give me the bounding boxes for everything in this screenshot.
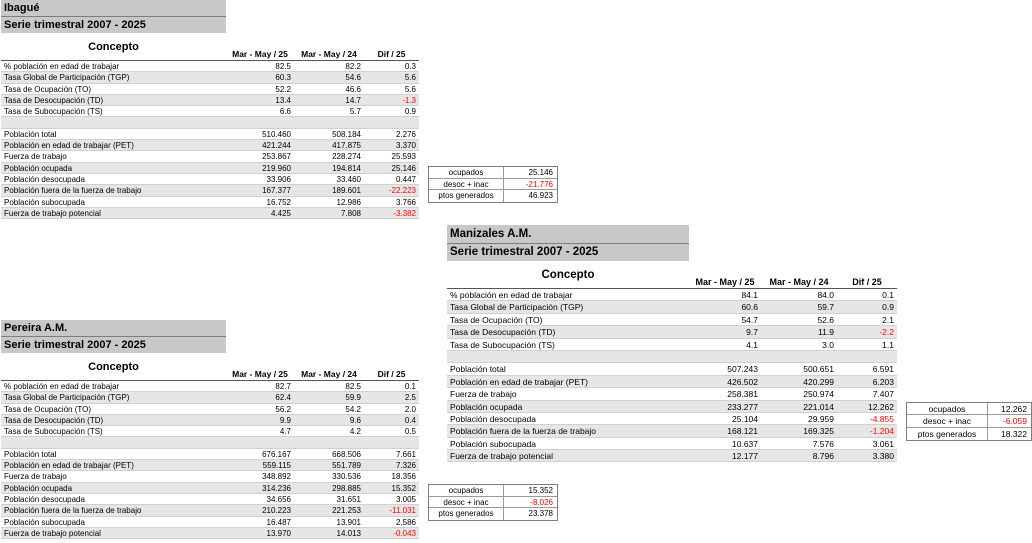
table-pereira xyxy=(1,320,419,539)
value-current: 676.167 xyxy=(262,449,291,459)
row-label: % población en edad de trabajar xyxy=(450,290,573,300)
row-label: Población total xyxy=(4,129,57,139)
value-previous: 33.460 xyxy=(336,174,361,184)
table-row xyxy=(1,381,419,392)
value-diff: -1.204 xyxy=(869,426,894,437)
value-previous: 7.808 xyxy=(340,208,361,218)
table-row xyxy=(1,129,419,140)
value-diff: -0.043 xyxy=(393,528,416,538)
summary-value: -6.059 xyxy=(987,415,1031,426)
summary-label: ocupados xyxy=(928,404,966,414)
row-label: Tasa de Desocupación (TD) xyxy=(450,327,556,338)
concepto-header: Concepto xyxy=(541,268,595,281)
value-current: 33.906 xyxy=(266,174,291,184)
summary-value: 18.322 xyxy=(987,428,1031,440)
value-diff: 0.9 xyxy=(882,302,894,313)
table-row xyxy=(1,208,419,219)
table-row xyxy=(447,339,897,351)
value-diff: 7.326 xyxy=(395,461,416,471)
table-body xyxy=(1,381,419,539)
row-label: % población en edad de trabajar xyxy=(4,382,120,391)
value-diff: 2.5 xyxy=(404,393,416,403)
table-row xyxy=(447,326,897,338)
table-row xyxy=(1,140,419,151)
concepto-header: Concepto xyxy=(88,360,139,373)
table-row xyxy=(1,163,419,174)
value-diff: 1.1 xyxy=(882,339,894,350)
value-current: 348.892 xyxy=(262,472,291,482)
value-previous: 508.184 xyxy=(332,129,361,139)
table-row xyxy=(447,376,897,388)
value-previous: 194.814 xyxy=(332,163,361,173)
row-label: Población desocupada xyxy=(450,413,537,424)
summary-row xyxy=(429,497,557,509)
summary-row xyxy=(429,190,557,202)
summary-label: ptos generados xyxy=(438,509,494,518)
table-row xyxy=(1,117,419,128)
value-diff: 5.6 xyxy=(404,84,416,94)
value-diff: -3.382 xyxy=(393,208,416,218)
summary-value: 23.378 xyxy=(503,508,557,520)
row-label: Tasa de Subocupación (TS) xyxy=(4,427,103,437)
value-diff: 0.447 xyxy=(395,174,416,184)
value-current: 12.177 xyxy=(732,451,758,462)
value-diff: 0.1 xyxy=(404,382,416,391)
table-row xyxy=(447,363,897,375)
col-header-1: Mar - May / 25 xyxy=(232,369,288,379)
value-current: 10.637 xyxy=(732,438,758,449)
row-label: Población ocupada xyxy=(4,483,73,493)
table-row xyxy=(1,449,419,460)
value-previous: 59.7 xyxy=(817,302,834,313)
table-row xyxy=(447,351,897,363)
table-row xyxy=(1,494,419,505)
value-current: 233.277 xyxy=(727,401,758,412)
value-diff: 3.370 xyxy=(395,141,416,151)
value-diff: 25.146 xyxy=(391,163,416,173)
table-body xyxy=(1,61,419,219)
table-title: Manizales A.M. xyxy=(447,225,689,244)
summary-value: 46.923 xyxy=(503,190,557,202)
summary-row xyxy=(907,403,1031,415)
table-row xyxy=(1,392,419,403)
value-diff: 6.591 xyxy=(872,364,894,375)
value-current: 4.425 xyxy=(270,208,291,218)
value-diff: 3.380 xyxy=(872,451,894,462)
value-diff: -22.223 xyxy=(388,186,416,196)
value-diff: 12.262 xyxy=(868,401,894,412)
value-current: 82.7 xyxy=(275,382,291,391)
row-label: Tasa de Ocupación (TO) xyxy=(4,84,92,94)
row-label: Tasa de Desocupación (TD) xyxy=(4,95,104,105)
value-current: 13.4 xyxy=(275,95,291,105)
value-current: 507.243 xyxy=(727,364,758,375)
row-label: Fuerza de trabajo potencial xyxy=(4,208,101,218)
row-label: Fuerza de trabajo xyxy=(4,472,67,482)
value-current: 9.7 xyxy=(746,327,758,338)
table-row xyxy=(1,197,419,208)
value-current: 84.1 xyxy=(741,290,758,300)
col-header-3: Dif / 25 xyxy=(852,277,882,287)
summary-row xyxy=(907,415,1031,427)
value-previous: 84.0 xyxy=(817,290,834,300)
col-header-1: Mar - May / 25 xyxy=(695,277,755,287)
table-subtitle: Serie trimestral 2007 - 2025 xyxy=(1,337,226,353)
table-row xyxy=(1,483,419,494)
row-label: Población subocupada xyxy=(4,197,85,207)
value-previous: 298.885 xyxy=(332,483,361,493)
value-previous: 14.7 xyxy=(345,95,361,105)
row-label: Población total xyxy=(450,364,506,375)
value-current: 62.4 xyxy=(275,393,291,403)
col-header-3: Dif / 25 xyxy=(377,49,406,59)
value-previous: 189.601 xyxy=(332,186,361,196)
value-current: 52.2 xyxy=(275,84,291,94)
value-previous: 29.959 xyxy=(808,413,834,424)
value-diff xyxy=(837,351,897,362)
summary-row xyxy=(429,508,557,520)
value-previous: 4.2 xyxy=(349,427,361,437)
table-row xyxy=(447,425,897,437)
value-previous: 7.576 xyxy=(812,438,834,449)
value-diff: 25.593 xyxy=(391,152,416,162)
value-current: 314.236 xyxy=(262,483,291,493)
value-current: 253.867 xyxy=(262,152,291,162)
value-current: 258.381 xyxy=(727,389,758,400)
row-label: Población en edad de trabajar (PET) xyxy=(4,141,134,151)
table-row xyxy=(1,174,419,185)
value-diff: 5.6 xyxy=(404,73,416,83)
value-diff: 15.352 xyxy=(391,483,416,493)
row-label: Tasa de Ocupación (TO) xyxy=(450,314,543,325)
value-diff: 3.766 xyxy=(395,197,416,207)
value-previous xyxy=(294,117,364,127)
value-previous: 228.274 xyxy=(332,152,361,162)
value-diff: 3.061 xyxy=(872,438,894,449)
value-previous: 668.506 xyxy=(332,449,361,459)
table-subtitle: Serie trimestral 2007 - 2025 xyxy=(1,17,226,33)
value-previous: 221.253 xyxy=(332,506,361,516)
value-current: 34.656 xyxy=(266,494,291,504)
value-previous: 420.299 xyxy=(803,376,834,387)
table-row xyxy=(447,413,897,425)
value-current: 82.5 xyxy=(275,62,291,71)
row-label: Tasa Global de Participación (TGP) xyxy=(450,302,584,313)
row-label: Población fuera de la fuerza de trabajo xyxy=(450,426,597,437)
table-row xyxy=(1,471,419,482)
value-current: 16.487 xyxy=(266,517,291,527)
value-previous: 46.6 xyxy=(345,84,361,94)
value-diff xyxy=(364,437,419,447)
value-previous: 9.6 xyxy=(349,415,361,425)
row-label: Tasa de Subocupación (TS) xyxy=(450,339,555,350)
value-current: 4.7 xyxy=(279,427,291,437)
table-row xyxy=(447,438,897,450)
summary-value: 15.352 xyxy=(503,485,557,496)
value-previous: 417.875 xyxy=(332,141,361,151)
table-row xyxy=(1,460,419,471)
row-label xyxy=(1,437,226,447)
table-row xyxy=(447,301,897,313)
table-title: Pereira A.M. xyxy=(1,320,226,337)
row-label: Tasa de Subocupación (TS) xyxy=(4,107,103,117)
summary-row xyxy=(429,167,557,179)
value-previous: 11.9 xyxy=(818,327,834,338)
summary-label: ocupados xyxy=(448,486,484,495)
value-diff: 2.276 xyxy=(395,129,416,139)
value-current: 9.9 xyxy=(279,415,291,425)
column-header-row xyxy=(447,261,897,289)
table-row xyxy=(1,528,419,539)
table-row xyxy=(447,289,897,301)
table-row xyxy=(447,314,897,326)
summary-row xyxy=(429,485,557,497)
value-previous: 551.789 xyxy=(332,461,361,471)
value-current xyxy=(226,437,294,447)
row-label: Fuerza de trabajo potencial xyxy=(4,528,101,538)
table-row xyxy=(447,401,897,413)
row-label xyxy=(1,117,226,127)
table-row xyxy=(1,95,419,106)
value-current xyxy=(226,117,294,127)
table-row xyxy=(1,426,419,437)
table-row xyxy=(447,388,897,400)
value-diff: 7.661 xyxy=(395,449,416,459)
value-diff: 2.586 xyxy=(395,517,416,527)
table-row xyxy=(1,437,419,448)
summary-value: -21.776 xyxy=(503,179,557,190)
table-title: Ibagué xyxy=(1,0,226,17)
value-current: 167.377 xyxy=(262,186,291,196)
value-previous: 221.014 xyxy=(803,401,834,412)
summary-box-manizales xyxy=(906,402,1032,441)
value-diff: 0.5 xyxy=(404,427,416,437)
value-current: 60.6 xyxy=(741,302,758,313)
col-header-2: Mar - May / 24 xyxy=(301,49,357,59)
summary-label: ptos generados xyxy=(917,428,977,439)
value-current: 421.244 xyxy=(262,141,291,151)
table-row xyxy=(1,404,419,415)
row-label: Población subocupada xyxy=(4,517,85,527)
table-row xyxy=(447,450,897,462)
value-previous: 52.6 xyxy=(817,314,834,325)
value-diff xyxy=(364,117,419,127)
value-current: 559.115 xyxy=(262,461,291,471)
value-diff: 0.4 xyxy=(404,415,416,425)
table-row xyxy=(1,72,419,83)
summary-label: desoc + inac xyxy=(923,416,971,427)
column-header-row xyxy=(1,353,419,381)
summary-row xyxy=(429,179,557,191)
value-diff: -2.2 xyxy=(879,327,894,338)
summary-value: 12.262 xyxy=(987,403,1031,414)
table-row xyxy=(1,84,419,95)
value-current xyxy=(689,351,761,362)
table-subtitle: Serie trimestral 2007 - 2025 xyxy=(447,244,689,261)
value-previous: 330.536 xyxy=(332,472,361,482)
row-label: Fuerza de trabajo xyxy=(4,152,67,162)
value-diff: 2.0 xyxy=(404,404,416,414)
value-previous xyxy=(294,437,364,447)
summary-box-pereira xyxy=(428,484,558,521)
summary-value: 25.146 xyxy=(503,167,557,178)
value-diff: 0.3 xyxy=(404,62,416,71)
col-header-2: Mar - May / 24 xyxy=(769,277,829,287)
value-diff: -1.3 xyxy=(402,95,416,105)
value-previous: 5.7 xyxy=(349,107,361,117)
table-row xyxy=(1,415,419,426)
value-diff: 18.356 xyxy=(391,472,416,482)
value-previous: 169.325 xyxy=(803,426,834,437)
row-label: Población fuera de la fuerza de trabajo xyxy=(4,506,142,516)
value-current: 510.460 xyxy=(262,129,291,139)
value-diff: -11.031 xyxy=(389,506,416,516)
value-previous: 54.2 xyxy=(345,404,361,414)
summary-label: desoc + inac xyxy=(443,179,489,189)
value-current: 16.752 xyxy=(266,197,291,207)
value-diff: 6.203 xyxy=(872,376,894,387)
row-label: Tasa de Desocupación (TD) xyxy=(4,415,104,425)
column-header-row xyxy=(1,33,419,61)
value-current: 219.960 xyxy=(262,163,291,173)
row-label: Población desocupada xyxy=(4,174,85,184)
table-row xyxy=(1,151,419,162)
value-current: 426.502 xyxy=(727,376,758,387)
summary-label: ocupados xyxy=(448,168,484,177)
value-previous: 12.986 xyxy=(336,197,361,207)
row-label: Población ocupada xyxy=(450,401,523,412)
value-previous: 8.796 xyxy=(812,451,834,462)
row-label: Población en edad de trabajar (PET) xyxy=(450,376,588,387)
row-label: Fuerza de trabajo potencial xyxy=(450,451,554,462)
value-previous: 250.974 xyxy=(803,389,834,400)
table-row xyxy=(1,106,419,117)
table-row xyxy=(1,505,419,516)
value-current: 60.3 xyxy=(275,73,291,83)
value-current: 13.970 xyxy=(266,528,291,538)
value-current: 210.223 xyxy=(262,506,291,516)
table-row xyxy=(1,185,419,196)
row-label: Población total xyxy=(4,449,57,459)
row-label xyxy=(447,351,689,362)
summary-label: desoc + inac xyxy=(443,497,489,507)
value-current: 54.7 xyxy=(741,314,758,325)
value-previous: 82.2 xyxy=(345,62,361,71)
table-ibague xyxy=(1,0,419,219)
value-previous: 14.013 xyxy=(336,528,361,538)
value-previous: 3.0 xyxy=(822,339,834,350)
value-previous: 13.901 xyxy=(336,517,361,527)
row-label: % población en edad de trabajar xyxy=(4,62,120,71)
summary-label: ptos generados xyxy=(438,191,494,200)
col-header-1: Mar - May / 25 xyxy=(232,49,288,59)
value-previous: 31.651 xyxy=(336,494,361,504)
value-diff: 2.1 xyxy=(882,314,894,325)
row-label: Población desocupada xyxy=(4,494,85,504)
value-previous: 54.6 xyxy=(345,73,361,83)
table-row xyxy=(1,61,419,72)
table-body xyxy=(447,289,897,462)
value-diff: 7.407 xyxy=(872,389,894,400)
row-label: Población ocupada xyxy=(4,163,73,173)
value-diff: 0.9 xyxy=(404,107,416,117)
concepto-header: Concepto xyxy=(88,40,139,53)
value-current: 168.121 xyxy=(727,426,758,437)
row-label: Tasa Global de Participación (TGP) xyxy=(4,73,130,83)
value-current: 25.104 xyxy=(732,413,758,424)
row-label: Fuerza de trabajo xyxy=(450,389,517,400)
value-current: 6.6 xyxy=(279,107,291,117)
row-label: Tasa de Ocupación (TO) xyxy=(4,404,92,414)
value-diff: -4.855 xyxy=(869,413,894,424)
value-diff: 0.1 xyxy=(882,290,894,300)
value-current: 56.2 xyxy=(275,404,291,414)
col-header-2: Mar - May / 24 xyxy=(301,369,357,379)
row-label: Población subocupada xyxy=(450,438,537,449)
summary-row xyxy=(907,428,1031,440)
summary-box-ibague xyxy=(428,166,558,203)
value-diff: 3.005 xyxy=(395,494,416,504)
value-previous xyxy=(761,351,837,362)
summary-value: -8.026 xyxy=(503,497,557,508)
value-previous: 500.651 xyxy=(803,364,834,375)
table-manizales xyxy=(447,225,897,462)
row-label: Población fuera de la fuerza de trabajo xyxy=(4,186,142,196)
value-previous: 59.9 xyxy=(345,393,361,403)
table-row xyxy=(1,517,419,528)
value-current: 4.1 xyxy=(746,339,758,350)
row-label: Población en edad de trabajar (PET) xyxy=(4,461,134,471)
row-label: Tasa Global de Participación (TGP) xyxy=(4,393,130,403)
value-previous: 82.5 xyxy=(345,382,361,391)
col-header-3: Dif / 25 xyxy=(377,369,406,379)
